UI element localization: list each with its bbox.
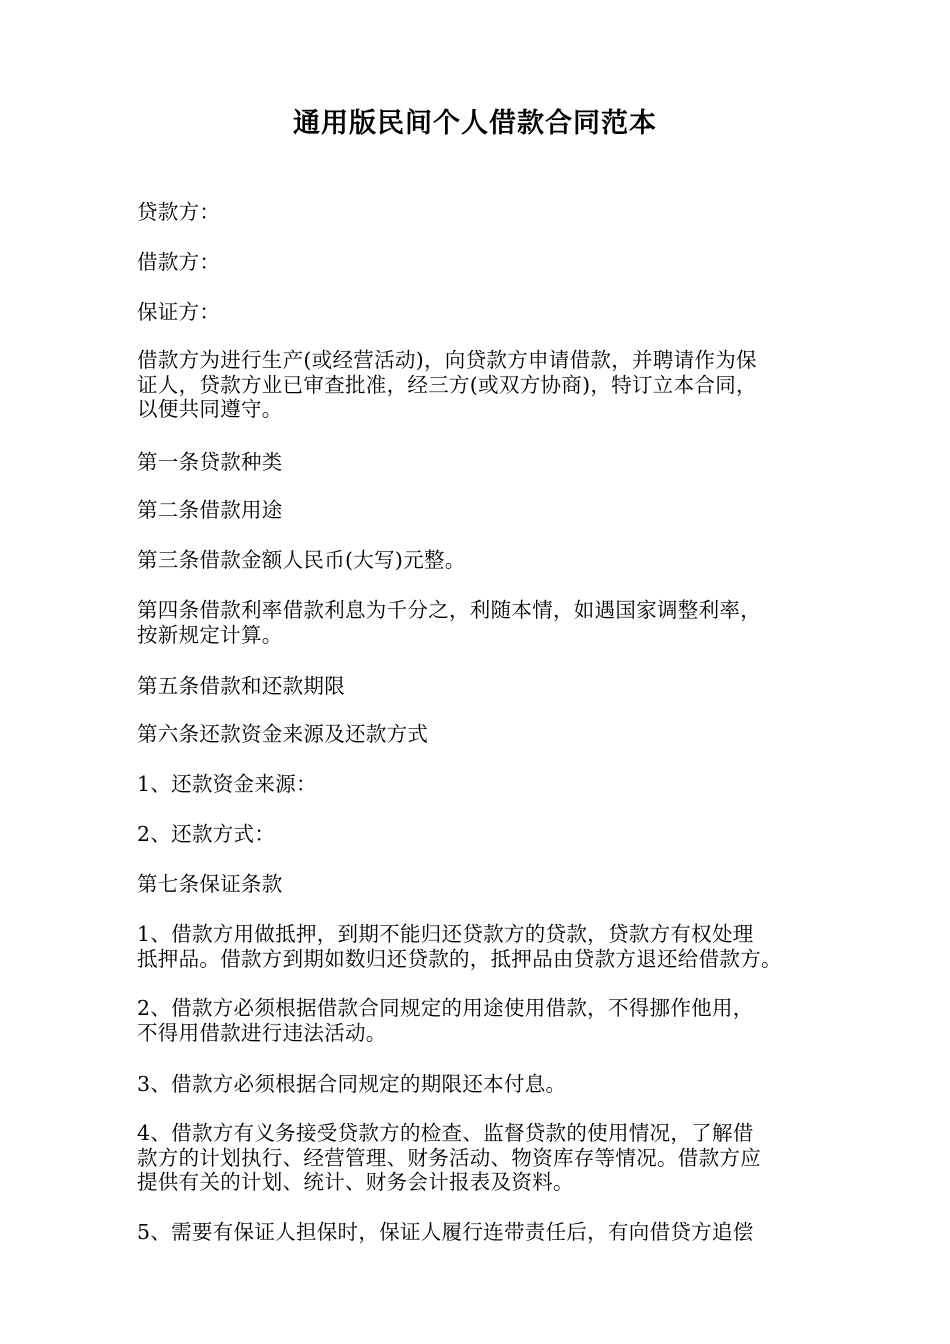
paragraph-borrower: 借款方： bbox=[137, 250, 221, 274]
paragraph-article-2: 第二条借款用途 bbox=[137, 498, 283, 522]
paragraph-preamble: 借款方为进行生产(或经营活动)，向贷款方申请借款，并聘请作为保 证人，贷款方业已审查批准，经三方(或双方协商)，特订立本合同， 以便共同遵守。 bbox=[137, 348, 757, 421]
paragraph-repayment-source: 1、还款资金来源： bbox=[137, 772, 317, 796]
paragraph-clause-4: 4、借款方有义务接受贷款方的检查、监督贷款的使用情况，了解借 款方的计划执行、经营管理、财务活动、物资库存等情况。借款方应 提供有关的计划、统计、财务会计报表及资料。 bbox=[137, 1121, 761, 1194]
paragraph-guarantor: 保证方： bbox=[137, 300, 221, 324]
paragraph-repayment-method: 2、还款方式： bbox=[137, 822, 276, 846]
document-title: 通用版民间个人借款合同范本 bbox=[293, 108, 657, 139]
paragraph-article-4: 第四条借款利率借款利息为千分之，利随本情，如遇国家调整利率， 按新规定计算。 bbox=[137, 598, 761, 647]
paragraph-article-3: 第三条借款金额人民币(大写)元整。 bbox=[137, 548, 466, 572]
paragraph-clause-2: 2、借款方必须根据借款合同规定的用途使用借款，不得挪作他用， 不得用借款进行违法活动。 bbox=[137, 996, 754, 1045]
paragraph-article-1: 第一条贷款种类 bbox=[137, 450, 283, 474]
paragraph-article-7: 第七条保证条款 bbox=[137, 872, 283, 896]
paragraph-article-5: 第五条借款和还款期限 bbox=[137, 674, 345, 698]
paragraph-clause-3: 3、借款方必须根据合同规定的期限还本付息。 bbox=[137, 1072, 567, 1096]
paragraph-article-6: 第六条还款资金来源及还款方式 bbox=[137, 722, 429, 746]
paragraph-lender: 贷款方： bbox=[137, 200, 221, 224]
paragraph-clause-5: 5、需要有保证人担保时，保证人履行连带责任后，有向借贷方追偿 bbox=[137, 1220, 754, 1244]
paragraph-clause-1: 1、借款方用做抵押，到期不能归还贷款方的贷款，贷款方有权处理 抵押品。借款方到期如数归还贷款的，抵押品由贷款方退还给借款方。 bbox=[137, 922, 782, 971]
